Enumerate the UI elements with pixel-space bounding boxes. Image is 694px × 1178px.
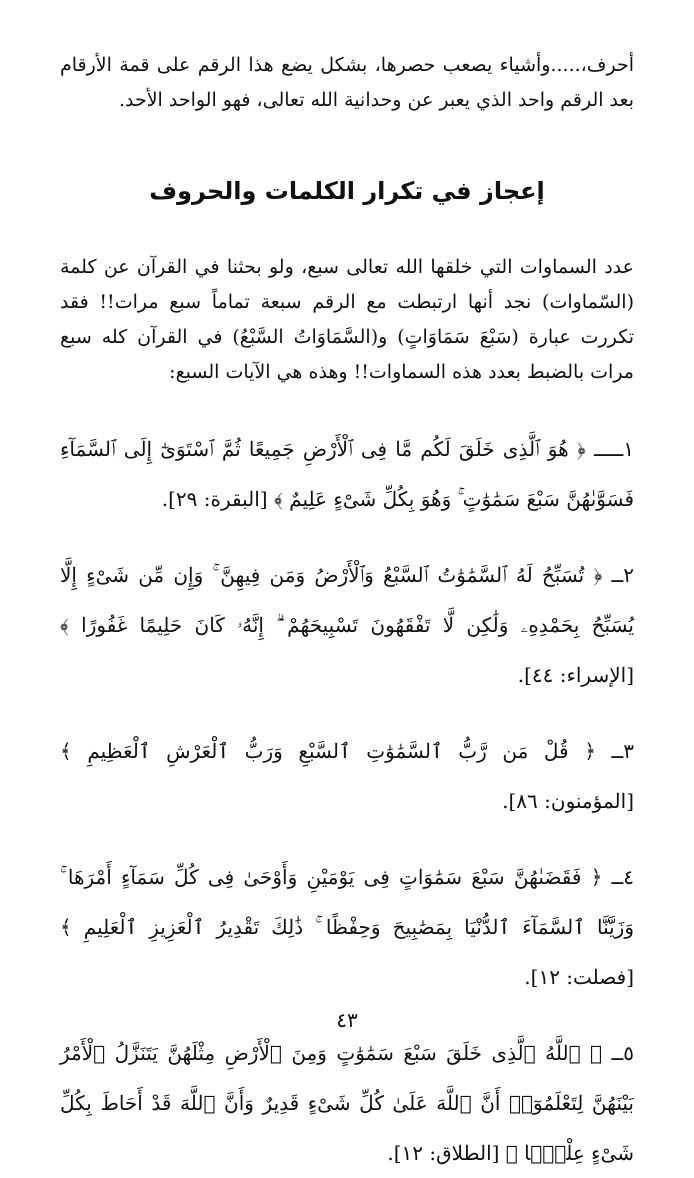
section-heading: إعجاز في تكرار الكلمات والحروف <box>149 177 545 205</box>
section-paragraph: عدد السماوات التي خلقها الله تعالى سبع، ولو بحثنا في القرآن عن كلمة (السّماوات) نجد أنها ارتبطت مع الرقم سبعة تماماً سبع مرات!! فقد تكررت عبارة (سَبْعَ سَمَاوَاتٍ) و(السَّمَاوَاتُ السَّبْعُ) في القرآن كله سبع مرات بالضبط بعدد هذه السماوات!! وهذه هي الآيات السبع: <box>60 256 634 383</box>
verse-5: ٥ــ ﴿ ٱللَّهُ ٱلَّذِى خَلَقَ سَبْعَ سَمَٰوَٰتٍ وَمِنَ ٱلْأَرْضِ مِثْلَهُنَّ يَتَنَزَّلُ ٱلْأَمْرُ بَيْنَهُنَّ لِتَعْلَمُوٓا۟ أَنَّ ٱللَّهَ عَلَىٰ كُلِّ شَىْءٍ قَدِيرٌ وَأَنَّ ٱللَّهَ قَدْ أَحَاطَ بِكُلِّ شَىْءٍ عِلْمًۢا ﴾ [الطلاق: ١٢]. <box>60 1041 634 1165</box>
verse-1: ١ـــــ ﴿ هُوَ ٱلَّذِى خَلَقَ لَكُم مَّا فِى ٱلْأَرْضِ جَمِيعًا ثُمَّ ٱسْتَوَىٰٓ إِلَى ٱلسَّمَآءِ فَسَوَّىٰهُنَّ سَبْعَ سَمَٰوَٰتٍ ۚ وَهُوَ بِكُلِّ شَىْءٍ عَلِيمٌ ﴾ [البقرة: ٢٩]. <box>60 437 634 511</box>
verse-2: ٢ــ ﴿ تُسَبِّحُ لَهُ ٱلسَّمَٰوَٰتُ ٱلسَّبْعُ وَٱلْأَرْضُ وَمَن فِيهِنَّ ۚ وَإِن مِّن شَىْءٍ إِلَّا يُسَبِّحُ بِحَمْدِهِۦ وَلَٰكِن لَّا تَفْقَهُونَ تَسْبِيحَهُمْ ۗ إِنَّهُۥ كَانَ حَلِيمًا غَفُورًا ﴾ [الإسراء: ٤٤]. <box>60 563 634 687</box>
verse-3: ٣ــ ﴿ قُلْ مَن رَّبُّ ٱلسَّمَٰوَٰتِ ٱلسَّبْعِ وَرَبُّ ٱلْعَرْشِ ٱلْعَظِيمِ ﴾ [المؤمنون: ٨٦]. <box>60 739 634 813</box>
intro-paragraph: أحرف،.....وأشياء يصعب حصرها، بشكل يضع هذا الرقم على قمة الأرقام بعد الرقم واحد الذي يعبر عن وحدانية الله تعالى، فهو الواحد الأحد. <box>60 54 634 111</box>
page-number: ٤٣ <box>336 1008 358 1032</box>
verse-4: ٤ــ ﴿ فَقَضَىٰهُنَّ سَبْعَ سَمَٰوَاتٍ فِى يَوْمَيْنِ وَأَوْحَىٰ فِى كُلِّ سَمَآءٍ أَمْرَهَا ۚ وَزَيَّنَّا ٱلسَّمَآءَ ٱلدُّنْيَا بِمَصَٰبِيحَ وَحِفْظًا ۚ ذَٰلِكَ تَقْدِيرُ ٱلْعَزِيزِ ٱلْعَلِيمِ ﴾ [فصلت: ١٢]. <box>60 865 634 989</box>
